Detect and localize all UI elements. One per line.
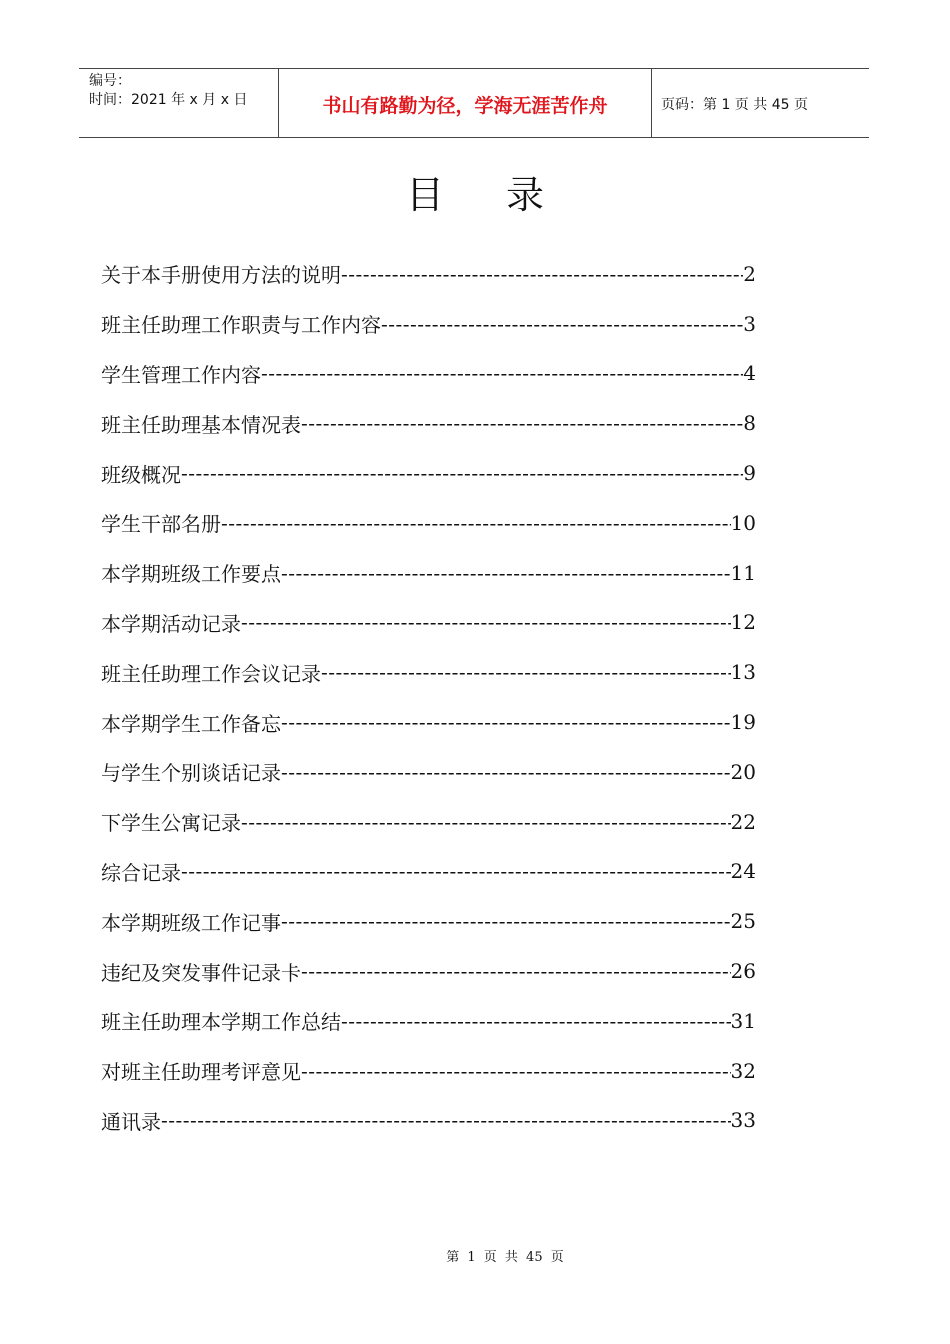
toc-entry-label: 通讯录 [101, 1109, 161, 1134]
toc-entry-page-number: 25 [730, 909, 756, 934]
header-motto: 书山有路勤为径，学海无涯苦作舟 [279, 69, 652, 137]
toc-entry[interactable] [101, 498, 756, 548]
toc-entry-page-number: 8 [743, 411, 756, 436]
toc-entry-label: 综合记录 [101, 860, 181, 885]
toc-entry-page-number: 26 [730, 959, 756, 984]
toc-entry[interactable] [101, 896, 756, 946]
toc-entry-label: 班级概况 [101, 462, 181, 487]
header-meta [79, 69, 279, 137]
toc-entry-page-number: 10 [730, 510, 756, 535]
toc-leader-dashes [301, 1059, 731, 1083]
toc-leader-dashes [281, 561, 731, 585]
toc-entry[interactable] [101, 1046, 756, 1096]
toc-entry[interactable] [101, 996, 756, 1046]
toc-entry[interactable] [101, 847, 756, 897]
toc-entry[interactable] [101, 598, 756, 648]
toc-entry-label: 班主任助理本学期工作总结 [101, 1010, 341, 1035]
toc-leader-dashes [261, 361, 743, 385]
toc-entry-page-number: 11 [730, 560, 756, 585]
toc-leader-dashes [301, 959, 731, 983]
toc-entry[interactable] [101, 1096, 756, 1146]
toc-leader-dashes [341, 262, 743, 286]
toc-entry-page-number: 24 [730, 859, 756, 884]
page-header [79, 68, 869, 138]
toc-leader-dashes [281, 710, 731, 734]
toc-entry[interactable] [101, 747, 756, 797]
toc-entry[interactable] [101, 797, 756, 847]
toc-entry-label: 学生干部名册 [101, 512, 221, 537]
toc-entry-label: 本学期活动记录 [101, 611, 241, 636]
toc-entry[interactable] [101, 548, 756, 598]
toc-entry-label: 与学生个别谈话记录 [101, 761, 281, 786]
toc-entry-label: 班主任助理工作职责与工作内容 [101, 313, 381, 338]
toc-leader-dashes [181, 859, 731, 883]
toc-leader-dashes [221, 511, 731, 535]
page-title: 目录 [405, 173, 606, 217]
toc-leader-dashes [241, 810, 731, 834]
toc-entry-page-number: 9 [743, 461, 756, 486]
toc-entry-page-number: 20 [730, 759, 756, 784]
toc-leader-dashes [241, 610, 731, 634]
toc-entry-label: 对班主任助理考评意见 [101, 1060, 301, 1085]
toc-entry-page-number: 32 [730, 1058, 756, 1083]
header-page-info: 页码：第 1 页 共 45 页 [661, 97, 808, 113]
toc-entry-page-number: 2 [743, 261, 756, 286]
toc-entry-label: 本学期班级工作要点 [101, 562, 281, 587]
toc-entry-label: 班主任助理基本情况表 [101, 412, 301, 437]
toc-entry-label: 本学期学生工作备忘 [101, 711, 281, 736]
toc-leader-dashes [321, 660, 731, 684]
toc-entry-label: 班主任助理工作会议记录 [101, 661, 321, 686]
toc-entry-page-number: 13 [730, 660, 756, 685]
toc-entry[interactable] [101, 249, 756, 299]
toc-leader-dashes [281, 909, 731, 933]
toc-entry[interactable] [101, 398, 756, 448]
toc-entry[interactable] [101, 946, 756, 996]
toc-leader-dashes [161, 1108, 731, 1132]
toc-entry-label: 学生管理工作内容 [101, 362, 261, 387]
toc-leader-dashes [281, 760, 731, 784]
toc-entry-page-number: 22 [730, 809, 756, 834]
toc-leader-dashes [301, 411, 743, 435]
toc-entry-page-number: 4 [743, 361, 756, 386]
toc-entry-page-number: 33 [730, 1108, 756, 1133]
toc-entry-page-number: 31 [730, 1008, 756, 1033]
toc-leader-dashes [181, 461, 743, 485]
document-number-label: 编号： [89, 73, 131, 89]
toc-entry-label: 关于本手册使用方法的说明 [101, 263, 341, 288]
toc-entry-page-number: 3 [743, 311, 756, 336]
toc-entry[interactable] [101, 647, 756, 697]
toc-entry[interactable] [101, 448, 756, 498]
toc-entry-label: 下学生公寓记录 [101, 811, 241, 836]
toc-leader-dashes [381, 312, 743, 336]
toc-entry-page-number: 19 [730, 710, 756, 735]
toc-entry[interactable] [101, 697, 756, 747]
toc-entry[interactable] [101, 349, 756, 399]
toc-leader-dashes [341, 1009, 731, 1033]
toc-entry-page-number: 12 [730, 610, 756, 635]
toc-entry[interactable] [101, 299, 756, 349]
table-of-contents [101, 249, 756, 1145]
toc-entry-label: 违纪及突发事件记录卡 [101, 960, 301, 985]
toc-entry-label: 本学期班级工作记事 [101, 910, 281, 935]
page-footer: 第 1 页 共 45 页 [446, 1250, 564, 1265]
document-date: 时间：2021 年 x 月 x 日 [89, 92, 248, 108]
